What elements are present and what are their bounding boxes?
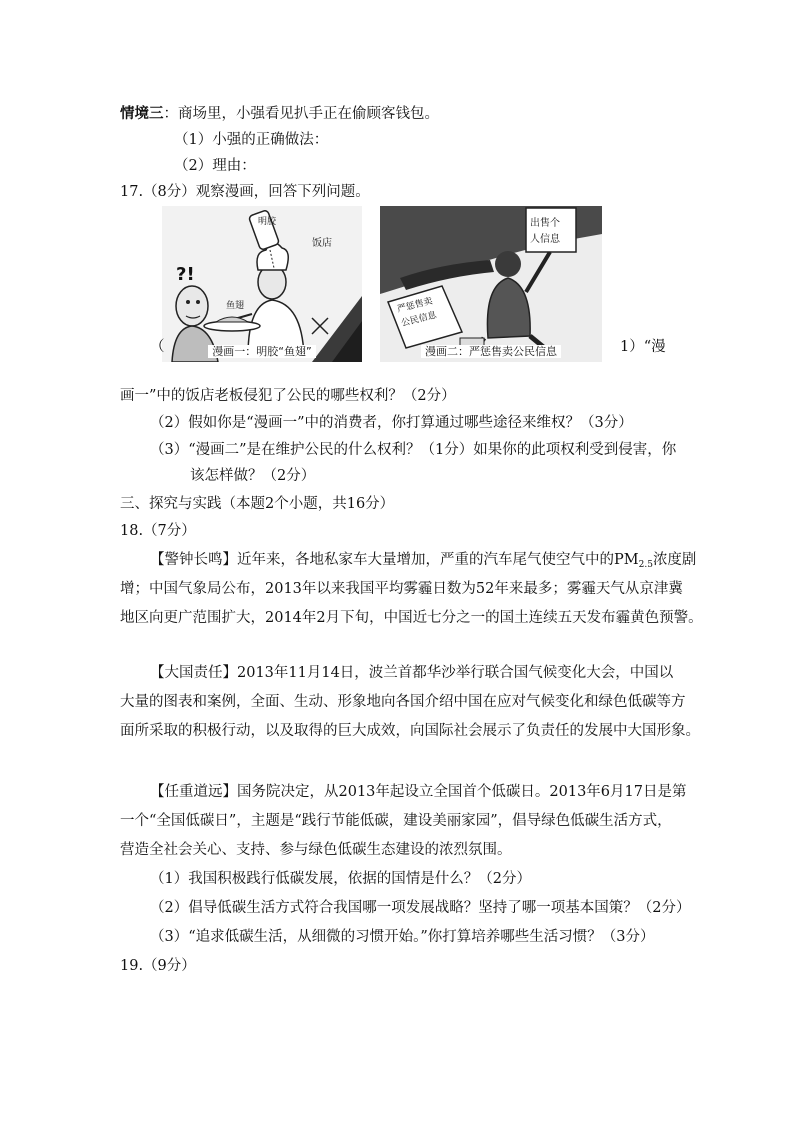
q18-sub1: （1）我国积极践行低碳发展，依据的国情是什么？（2分） [150,871,531,887]
restaurant-label: 饭店 [312,238,332,249]
q17-sub3-line1: （3）“漫画二”是在维护公民的什么权利？（1分）如果你的此项权利受到侵害，你 [150,442,677,458]
scenario3-text: ：商场里，小强看见扒手正在偷顾客钱包。 [163,106,439,122]
scenario3-q2: （2）理由： [174,158,256,174]
gelatin-label: 明胶 [258,217,277,227]
scenario3-label: 情境三 [120,105,164,122]
sign-text-1: 出售个 [530,218,560,229]
q18-p2-line3: 面所采取的积极行动，以及取得的巨大成效，向国际社会展示了负责任的发展中大国形象。 [120,723,700,739]
cartoon-2-drawing [380,206,602,362]
q18-p1-line3: 地区向更广范围扩大，2014年2月下旬，中国近七分之一的国土连续五天发布霾黄色预警。 [120,610,703,626]
cartoon-1-caption: 漫画一：明胶“鱼翅” [162,343,362,359]
q18-sub2: （2）倡导低碳生活方式符合我国哪一项发展战略？坚持了哪一项基本国策？（2分） [150,900,691,916]
cartoon-1 [162,206,362,362]
q18-p2-line1: 【大国责任】2013年11月14日，波兰首都华沙举行联合国气候变化大会，中国以 [150,665,674,681]
q17-sub1-start: 1）“漫 [620,339,666,355]
q17-title: 17.（8分）观察漫画，回答下列问题。 [120,184,370,200]
q18-p1-line1 [150,550,696,575]
pm-subscript: 2.5 [638,560,653,570]
q18-p1-line1-tail: 浓度剧 [652,552,697,568]
q18-sub3: （3）“追求低碳生活，从细微的习惯开始。”你打算培养哪些生活习惯？（3分） [150,929,655,945]
q19-title: 19.（9分） [120,958,196,974]
q18-p3-line3: 营造全社会关心、支持、参与绿色低碳生态建设的浓烈氛围。 [120,842,512,858]
q18-title: 18.（7分） [120,523,196,539]
fish-fin-label: 鱼翅 [226,301,245,311]
q18-p2-line2: 大量的图表和案例，全面、生动、形象地向各国介绍中国在应对气候变化和绿色低碳等方 [120,694,686,710]
cartoon-1-question-mark: ?! [176,264,195,285]
q17-sub2: （2）假如你是“漫画一”中的消费者，你打算通过哪些途径来维权？（3分） [150,415,633,431]
scenario3-line [120,104,439,124]
scenario3-q1: （1）小强的正确做法： [174,132,329,148]
paper-text-2: 公民信息 [400,310,438,329]
section-three-heading: 三、探究与实践（本题2个小题，共16分） [120,496,395,512]
q17-sub1: 画一”中的饭店老板侵犯了公民的哪些权利？（2分） [120,388,456,404]
q17-sub3-line2: 该怎样做？（2分） [190,468,316,484]
cartoon-2 [380,206,602,362]
paper-text-1: 严惩售卖 [396,296,434,315]
q18-p3-line1: 【任重道远】国务院决定，从2013年起设立全国首个低碳日。2013年6月17日是第 [150,784,687,800]
sign-text-2: 人信息 [530,234,560,245]
cartoon-1-drawing [162,206,362,362]
q18-p1-line1-text: 【警钟长鸣】近年来，各地私家车大量增加，严重的汽车尾气使空气中的PM [150,552,639,568]
q18-p1-line2: 增；中国气象局公布，2013年以来我国平均雾霾日数为52年来最多；雾霾天气从京津冀 [120,581,683,597]
q18-p3-line2: 一个“全国低碳日”，主题是“践行节能低碳，建设美丽家园”，倡导绿色低碳生活方式， [120,813,672,829]
cartoon-2-caption: 漫画二：严惩售卖公民信息 [380,343,602,359]
q17-open-paren: （ [150,339,165,355]
